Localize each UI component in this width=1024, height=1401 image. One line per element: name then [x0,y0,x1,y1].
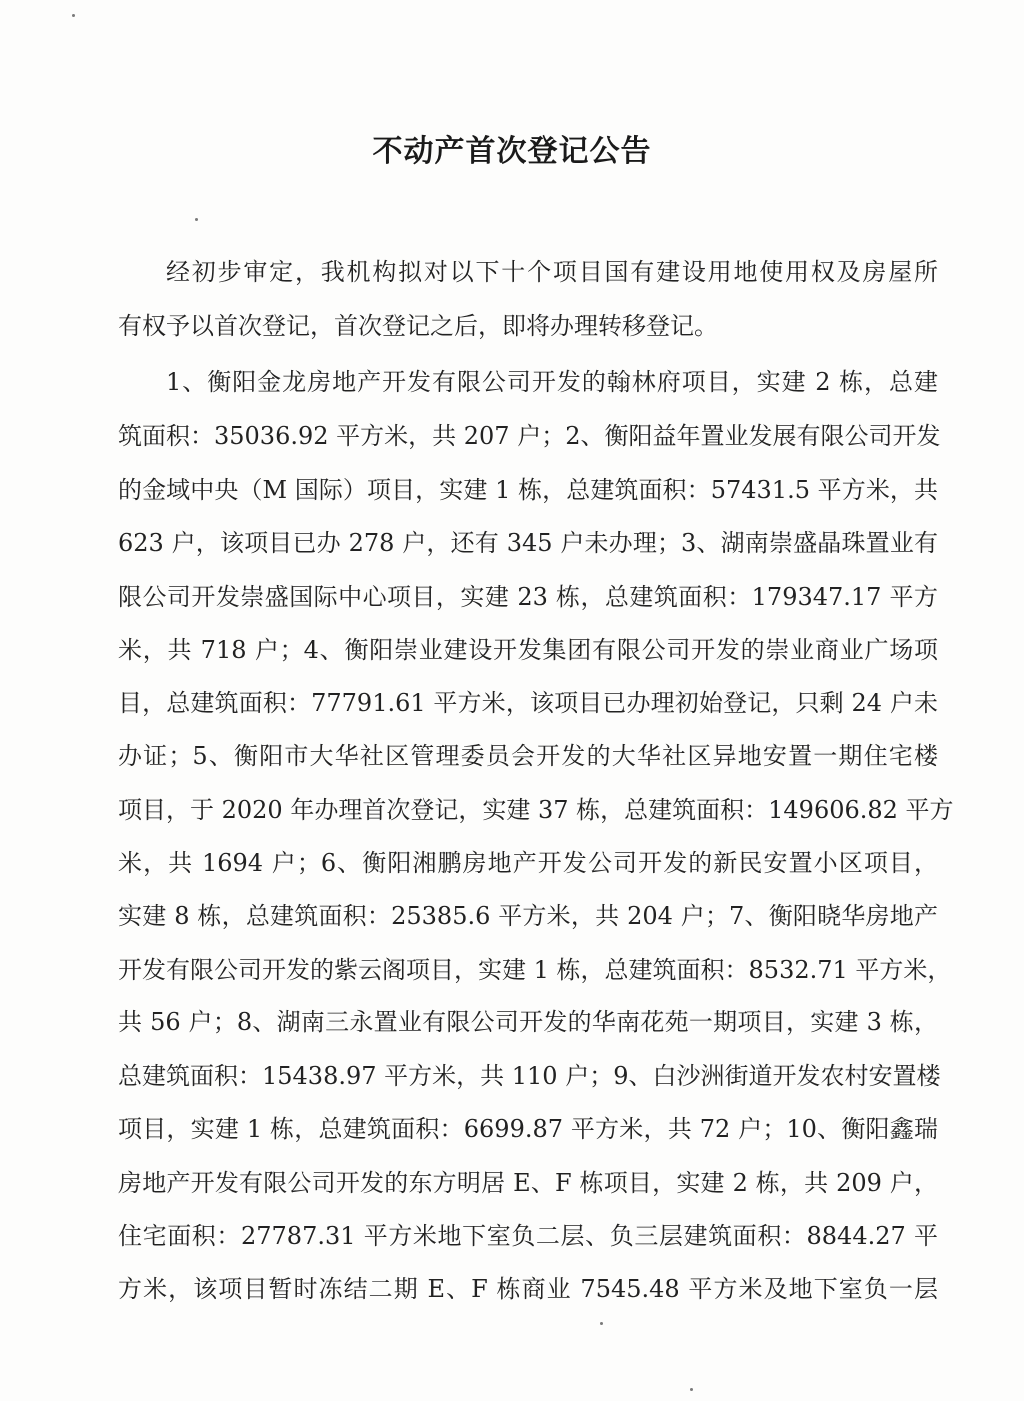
text-line: 实建 8 栋，总建筑面积：25385.6 平方米，共 204 户；7、衡阳晓华房地产 [118,902,938,930]
text-line: 项目，实建 1 栋，总建筑面积：6699.87 平方米，共 72 户；10、衡阳鑫瑞 [118,1115,938,1143]
text-line: 限公司开发崇盛国际中心项目，实建 23 栋，总建筑面积：179347.17 平方 [118,583,938,611]
text-line: 住宅面积：27787.31 平方米地下室负二层、负三层建筑面积：8844.27 平 [118,1222,938,1250]
text-line: 623 户，该项目已办 278 户，还有 345 户未办理；3、湖南崇盛晶珠置业有 [118,529,938,557]
text-line: 筑面积：35036.92 平方米，共 207 户；2、衡阳益年置业发展有限公司开发 [118,422,941,450]
text-line: 目，总建筑面积：77791.61 平方米，该项目已办理初始登记，只剩 24 户未 [118,689,938,717]
text-line: 开发有限公司开发的紫云阁项目，实建 1 栋，总建筑面积：8532.71 平方米， [118,956,952,984]
text-line: 1、衡阳金龙房地产开发有限公司开发的翰林府项目，实建 2 栋，总建 [166,368,938,396]
text-line: 共 56 户；8、湖南三永置业有限公司开发的华南花苑一期项目，实建 3 栋， [118,1008,938,1036]
text-line: 房地产开发有限公司开发的东方明居 E、F 栋项目，实建 2 栋，共 209 户， [118,1169,938,1197]
text-line: 有权予以首次登记，首次登记之后，即将办理转移登记。 [118,312,718,340]
page-title: 不动产首次登记公告 [372,134,652,169]
text-line: 总建筑面积：15438.97 平方米，共 110 户；9、白沙洲街道开发农村安置楼 [118,1062,941,1090]
text-line: 办证；5、衡阳市大华社区管理委员会开发的大华社区异地安置一期住宅楼 [118,742,938,770]
text-line: 的金域中央（M 国际）项目，实建 1 栋，总建筑面积：57431.5 平方米，共 [118,476,938,504]
text-line: 米，共 718 户；4、衡阳崇业建设开发集团有限公司开发的崇业商业广场项 [118,636,938,664]
text-line: 项目，于 2020 年办理首次登记，实建 37 栋，总建筑面积：149606.82 平方 [118,796,954,824]
scan-speck [195,218,198,221]
scan-speck [600,1322,603,1325]
text-line: 米，共 1694 户；6、衡阳湘鹏房地产开发公司开发的新民安置小区项目， [118,849,938,877]
scan-speck [72,14,75,17]
text-line: 方米，该项目暂时冻结二期 E、F 栋商业 7545.48 平方米及地下室负一层 [118,1275,938,1303]
text-line: 经初步审定，我机构拟对以下十个项目国有建设用地使用权及房屋所 [166,258,938,286]
scan-speck [690,1388,693,1391]
